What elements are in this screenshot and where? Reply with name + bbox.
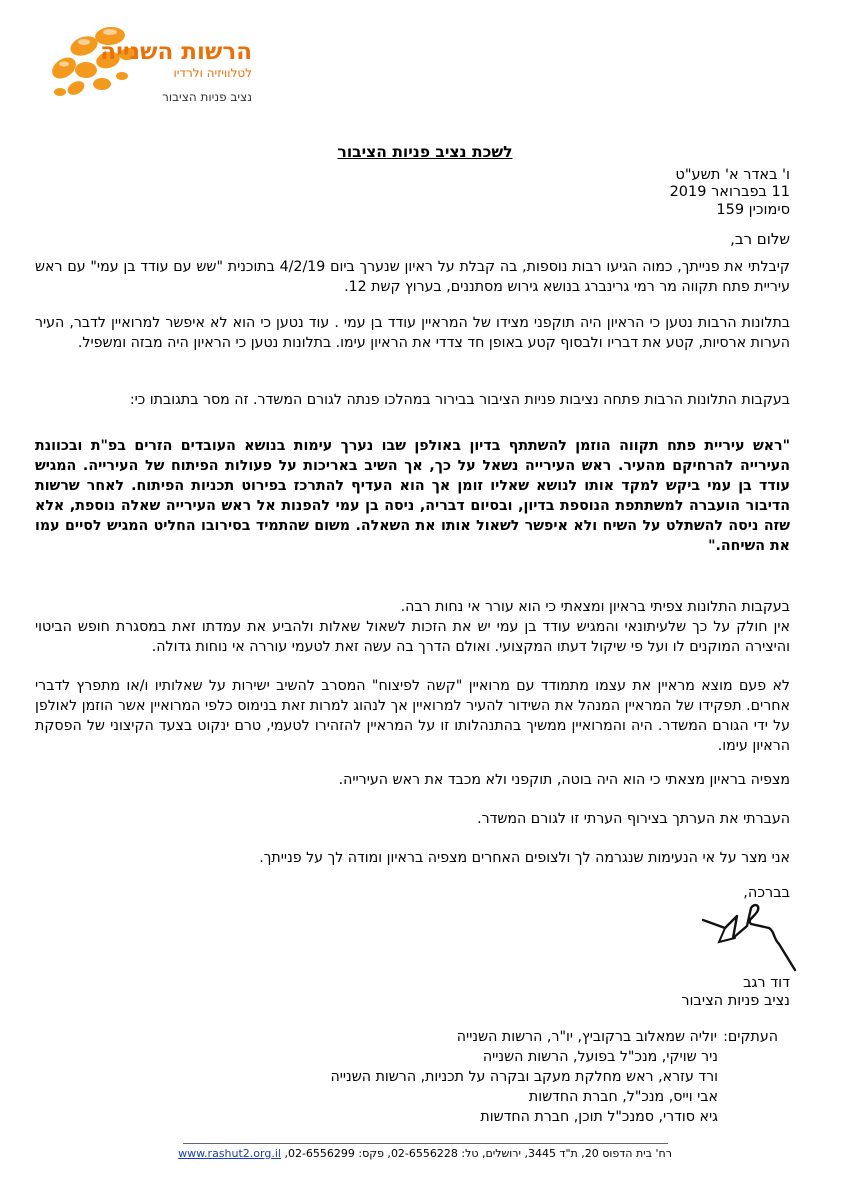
paragraph-finding: מצפיה בראיון מצאתי כי הוא היה בוטה, תוקפני ולא מכבד את ראש העירייה.	[338, 772, 790, 788]
hebrew-date: ו' באדר א' תשע"ט	[675, 167, 790, 183]
logo-unit: נציב פניות הציבור	[162, 90, 252, 104]
paragraph-claims: בתלונות הרבות נטען כי הראיון היה תוקפני מצידו של המראיין עודד בן עמי . עוד נטען כי הוא לא איפשר למרואיין לדבר, העיר הערות ארסיות, קטע את דבריו ולבסוף קטע באופן חד צדדי את הראיון עימו. בתלונות נטען כי הראיון היה מבזה ומשפיל.	[35, 315, 790, 351]
logo-orbs-icon	[46, 22, 146, 112]
closing: בברכה,	[743, 885, 790, 901]
paragraph-apology: אני מצר על אי הנעימות שנגרמה לך ולצופים האחרים מצפיה בראיון ומודה לך על פנייתך.	[259, 850, 790, 866]
footer-divider	[183, 1143, 668, 1144]
paragraph-forwarded: העברתי את הערתך בצירוף הערתי זו לגורם המשדר.	[477, 811, 790, 827]
copy-recipient: גיא סודרי, סמנכ"ל תוכן, חברת החדשות	[480, 1109, 718, 1125]
logo-subtitle: לטלוויזיה ולרדיו	[173, 66, 252, 80]
website-link[interactable]: www.rashut2.org.il	[178, 1147, 281, 1160]
copy-recipient: ורד עזרא, ראש מחלקת מעקב ובקרה על תכניות, הרשות השנייה	[330, 1069, 718, 1085]
handwritten-signature-icon	[695, 898, 807, 980]
paragraph-inquiry: בעקבות התלונות הרבות פתחה נציבות פניות הציבור בבירור במהלכו פנתה לגורם המשדר. זה מסר בתגובתו כי:	[129, 392, 790, 408]
paragraph-journalist-right: אין חולק על כך שלעיתונאי והמגיש עודד בן עמי יש את הזכות לשאול שאלות ולהביע את עמדתו זאת במסגרת חופש הביטוי והיצירה המוקנים לו ועל פי שיקול דעתו המקצועי. ואולם הדרך בה עשה זאת לטעמי עוררה אי נוחות גדולה.	[35, 619, 790, 655]
paragraph-viewing: בעקבות התלונות צפיתי בראיון ומצאתי כי הוא עורר אי נחות רבה.	[400, 599, 790, 615]
copy-recipient: ניר שויקי, מנכ"ל בפועל, הרשות השנייה	[482, 1049, 718, 1065]
greeting: שלום רב,	[730, 230, 790, 248]
footer-address: רח' בית הדפוס 20, ת"ד 3445, ירושלים, טל: 02-6556228, פקס: 02-6556299,	[284, 1147, 672, 1160]
copy-recipient: יוליה שמאלוב ברקוביץ, יו"ר, הרשות השנייה	[456, 1029, 718, 1045]
copies-label: העתקים:	[723, 1029, 778, 1045]
signatory-name: דוד רגב	[743, 975, 790, 991]
copy-recipient: אבי וייס, מנכ"ל, חברת החדשות	[528, 1089, 718, 1105]
logo	[46, 22, 251, 112]
gregorian-date: 11 בפברואר 2019	[669, 184, 790, 200]
copies-block	[218, 1027, 778, 1127]
paragraph-interviewer-role: לא פעם מוצא מראיין את עצמו מתמודד עם מרואיין "קשה לפיצוח" המסרב להשיב ישירות על שאלותיו ו/או מתפרץ לדברי אחרים. תפקידו של המראיין המנהל את השידור להעיר למרואיין אך לנהוג למרות זאת בנימוס כלפי המרואיין אשר הוזמן לאולפן על ידי הגורם המשדר. היה והמרואיין ממשיך בהתנהלותו זו על המראיין להזהירו לטעמי, טרם ינקוט בצעד הקיצוני של הפסקת הראיון עימו.	[35, 678, 790, 754]
broadcaster-response-quote: "ראש עיריית פתח תקווה הוזמן להשתתף בדיון באולפן שבו נערך עימות בנושא העובדים הזרים בפ"ת ובכוונת העירייה להרחיקם מהעיר. ראש העירייה נשאל על כך, אך השיב באריכות על פעולות הפיתוח של העירייה. המגיש עודד בן עמי ביקש למקד אותו לנושא שאליו זומן אך הוא העדיף להתרכז בפירוט תכניות הפיתוח. לאחר שרשות הדיבור הועברה למשתתפת הנוספת בדיון, ובסיום דבריה, ניסה בן עמי להפנות אל ראש העירייה שאלה נוספת, אלא שזה ניסה להשתלט על השיח ולא איפשר לשאול אותו את השאלה. משום שהתמיד בסירובו החליט המגיש לסיים עמו את השיחה."	[35, 438, 790, 554]
signatory-title: נציב פניות הציבור	[681, 993, 790, 1009]
footer	[0, 1147, 850, 1160]
paragraph-complaint: קיבלתי את פנייתך, כמוה הגיעו רבות נוספות, בה קבלת על ראיון שנערך ביום 4/2/19 בתוכנית "שש עם עודד בן עמי" עם ראש עיריית פתח תקווה מר רמי גרינברג בנושא גירוש מסתננים, בערוץ קשת 12.	[35, 259, 790, 295]
logo-title: הרשות השנייה	[100, 39, 252, 65]
page-title: לשכת נציב פניות הציבור	[337, 143, 513, 161]
reference-number: סימוכין 159	[716, 202, 790, 218]
